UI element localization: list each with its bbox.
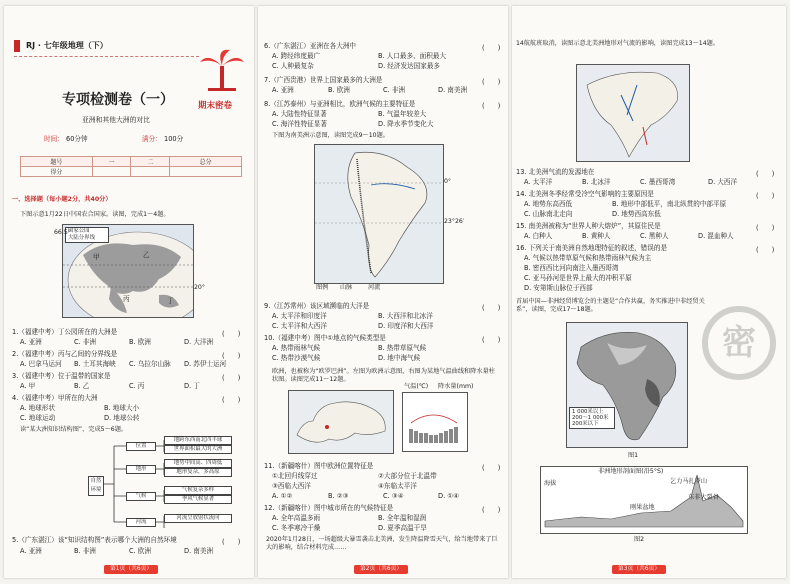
option[interactable]: A. 跨经纬度最广	[272, 52, 321, 60]
option[interactable]: D. 苏伊士运河	[184, 360, 227, 368]
series-marker	[14, 40, 20, 52]
option[interactable]: B. 非洲	[74, 547, 96, 555]
material-paragraph: 2020年1月28日，一场超级大暴雪袭击北美洲，发生降温降雪天气，给当地带来了巨大的影响，结合材料完成……	[266, 536, 498, 551]
axis-label: 气温(℃)	[404, 383, 429, 390]
answer-slot[interactable]: ( )	[482, 44, 501, 52]
score-cell[interactable]	[92, 167, 131, 177]
answer-slot[interactable]: ( )	[756, 192, 775, 200]
figure-1-label: 图1	[628, 452, 639, 459]
option[interactable]: D. 混血种人	[698, 232, 734, 240]
question-4: 4.（福建中考）甲所在的大洲	[12, 394, 98, 402]
longitude-label: 20°	[194, 284, 205, 291]
axis-label: 降水量(mm)	[438, 383, 474, 390]
legend-item: 河流	[368, 284, 381, 291]
option[interactable]: A. 全年高温多雨	[272, 514, 321, 522]
option[interactable]: C. 人种最复杂	[272, 62, 314, 70]
watermark-stamp: 密	[702, 306, 776, 380]
question-3: 3.（福建中考）位于温带的国家是	[12, 372, 111, 380]
option[interactable]: A. 白种人	[524, 232, 553, 240]
answer-slot[interactable]: ( )	[482, 506, 501, 514]
option[interactable]: D. 安第斯山脉位于西部	[524, 284, 593, 292]
answer-slot[interactable]: ( )	[756, 224, 775, 232]
answer-slot[interactable]: ( )	[482, 336, 501, 344]
page-footer: 第3页（共6页）	[612, 565, 666, 574]
option[interactable]: C. 海洋性特征显著	[272, 120, 327, 128]
option[interactable]: A. 气候以热带草原气候和热带雨林气候为主	[524, 254, 652, 262]
page-footer: 第2页（共6页）	[354, 565, 408, 574]
structure-note: 地跨东西南北四半球	[164, 436, 232, 445]
answer-slot[interactable]: ( )	[756, 170, 775, 178]
option[interactable]: D. 降水季节变化大	[378, 120, 434, 128]
europe-map	[288, 390, 394, 454]
option: ①北回归线穿过	[272, 472, 318, 480]
option[interactable]: B. 大西洋和北冰洋	[378, 312, 433, 320]
time-value: 60分钟	[66, 135, 88, 143]
option[interactable]: C. 地球运动	[20, 414, 56, 422]
option[interactable]: C. 非洲	[74, 338, 96, 346]
structure-node: 气候	[126, 492, 156, 501]
option[interactable]: C. ③④	[383, 492, 404, 500]
exam-page-3	[512, 6, 786, 578]
option[interactable]: D. 大洋洲	[184, 338, 214, 346]
score-table	[20, 156, 242, 177]
option[interactable]: A. 亚洲	[20, 547, 42, 555]
world-map	[62, 224, 194, 318]
option[interactable]: C. 非洲	[383, 86, 405, 94]
option[interactable]: D. 印度洋和大西洋	[378, 322, 434, 330]
option[interactable]: D. 地中海气候	[378, 354, 421, 362]
answer-slot[interactable]: ( )	[222, 396, 241, 404]
option[interactable]: D. 地势西高东低	[612, 210, 661, 218]
question-10: 10.（福建中考）图中①地点的气候类型是	[264, 334, 386, 342]
answer-slot[interactable]: ( )	[482, 464, 501, 472]
option[interactable]: B. 全年温和湿润	[378, 514, 427, 522]
question-7: 7.（广西贵港）世界上国家最多的大洲是	[264, 76, 383, 84]
answer-slot[interactable]: ( )	[222, 352, 241, 360]
option[interactable]: B. 热带草原气候	[378, 344, 427, 352]
option[interactable]: D. 丁	[184, 382, 200, 390]
option: ④东临太平洋	[378, 482, 417, 490]
palm-tree-icon	[200, 46, 246, 98]
legend-item: 山脉	[340, 284, 353, 291]
structure-root: 自然环境	[88, 476, 104, 496]
option[interactable]: A. 热带雨林气候	[272, 344, 321, 352]
option[interactable]: B. 密西西比河向南注入墨西哥湾	[524, 264, 619, 272]
option[interactable]: D. 夏季高温干旱	[378, 524, 427, 532]
score-cell[interactable]	[170, 167, 242, 177]
page-footer: 第1页（共6页）	[104, 565, 158, 574]
option[interactable]: C. 山脉南北走向	[524, 210, 573, 218]
question-12: 12.（新疆喀什）图中城市所在的气候特征是	[264, 504, 394, 512]
answer-slot[interactable]: ( )	[222, 538, 241, 546]
option[interactable]: D. 大西洋	[708, 178, 738, 186]
option[interactable]: D. 地球公转	[104, 414, 140, 422]
option[interactable]: B. 欧洲	[328, 86, 350, 94]
structure-note: 地势中间高、四周低	[164, 459, 232, 468]
answer-slot[interactable]: ( )	[222, 330, 241, 338]
option[interactable]: D. 经济发达国家最多	[378, 62, 441, 70]
option[interactable]: C. 丙	[129, 382, 145, 390]
south-america-map	[314, 144, 444, 284]
intro-text-5: 14航航班取消，读图示意北美洲地形对气流的影响，读图完成13～14题。	[516, 40, 720, 47]
map-label: 丁	[167, 297, 174, 305]
answer-slot[interactable]: ( )	[222, 374, 241, 382]
badge-label: 期末密卷	[198, 101, 233, 111]
figure-2-label: 图2	[634, 536, 645, 543]
north-america-map	[576, 64, 690, 162]
score-header: 总分	[170, 157, 242, 167]
option[interactable]: A. 太平洋和印度洋	[272, 312, 327, 320]
tropic-label: 23°26′	[444, 218, 465, 225]
option[interactable]: B. 地球大小	[104, 404, 140, 412]
climate-chart	[402, 392, 468, 452]
profile-label: 东非大裂谷	[688, 494, 719, 501]
structure-note: 气候复杂多样	[164, 486, 232, 495]
question-15: 15. 南美洲被称为“世界人种大熔炉”，其原住民是	[516, 222, 661, 230]
option[interactable]: B. 气温年较差大	[378, 110, 427, 118]
series-title: RJ · 七年级地理（下）	[26, 41, 108, 50]
question-14: 14. 北美洲冬季经常受冷空气影响的主要原因是	[516, 190, 654, 198]
profile-title: 非洲地形剖面图(沿5°S)	[598, 468, 664, 475]
question-9: 9.（江苏常州）该区域濒临的大洋是	[264, 302, 370, 310]
page-title: 专项检测卷（一）	[62, 92, 174, 108]
option[interactable]: A. 太平洋	[524, 178, 553, 186]
option[interactable]: B. 北冰洋	[582, 178, 611, 186]
score-row-label: 得分	[21, 167, 93, 177]
score-cell[interactable]	[131, 167, 170, 177]
section-heading: 一、选择题（每小题2分，共40分）	[12, 196, 112, 203]
option[interactable]: B. 黄种人	[582, 232, 611, 240]
score-value: 100分	[164, 135, 184, 143]
exam-page-2	[258, 6, 508, 578]
option[interactable]: A. 亚洲	[20, 338, 42, 346]
option[interactable]: D. 南美洲	[438, 86, 468, 94]
option[interactable]: C. 墨西哥湾	[640, 178, 676, 186]
time-label: 时间：	[44, 135, 64, 143]
africa-map	[566, 322, 688, 448]
score-label: 满分：	[142, 135, 162, 143]
profile-label: 刚果盆地	[630, 504, 655, 511]
map-label: 甲	[93, 253, 100, 261]
structure-note: 河流呈放射状流向	[164, 514, 232, 523]
option[interactable]: B. 乙	[74, 382, 90, 390]
question-5: 5.（广东湛江）该“知识结构图”表示哪个大洲的自然环境	[12, 536, 177, 544]
option[interactable]: B. 人口最多、面积最大	[378, 52, 447, 60]
intro-text-6: 首届中国—非洲经贸博览会的主题是“合作共赢，务实推进中非经贸关系”，读图，完成17～18题。	[516, 298, 705, 313]
map-label: 乙	[143, 251, 150, 259]
option[interactable]: D. ①④	[438, 492, 460, 500]
map-label: 丙	[123, 295, 130, 303]
question-8: 8.（江苏泰州）与亚洲相比，欧洲气候的主要特征是	[264, 100, 416, 108]
intro-text-4: 欧洲，也被称为“欧罗巴洲”。左图为欧洲示意图，右图为某地气温曲线和降水量柱状图。读图完成11～12题。	[272, 368, 495, 383]
map-legend: 国家公园 大陆分界线	[65, 227, 109, 243]
structure-node: 河流	[126, 518, 156, 527]
option[interactable]: B. 欧洲	[129, 338, 151, 346]
profile-axis-label: 海拔	[544, 480, 557, 487]
profile-label: 乞力马扎罗山	[670, 478, 708, 485]
score-header: 二	[131, 157, 170, 167]
score-header: 一	[92, 157, 131, 167]
option[interactable]: A. 亚洲	[272, 86, 294, 94]
structure-note: 地形复杂，多高原	[164, 468, 232, 477]
option[interactable]: C. 热带沙漠气候	[272, 354, 321, 362]
page-subtitle: 亚洲和其他大洲的对比	[82, 116, 150, 124]
option[interactable]: A. 地球形状	[20, 404, 55, 412]
option[interactable]: A. 地势东高西低	[524, 200, 573, 208]
answer-slot[interactable]: ( )	[756, 246, 775, 254]
question-13: 13. 北美洲气流的发源地在	[516, 168, 595, 176]
option[interactable]: D. 南美洲	[184, 547, 214, 555]
score-header: 题号	[21, 157, 93, 167]
exam-page-1	[4, 6, 254, 578]
option[interactable]: C. 黑种人	[640, 232, 669, 240]
option[interactable]: C. 亚马孙河是世界上最大的冲积平原	[524, 274, 632, 282]
latitude-label: 66.5°	[54, 229, 71, 236]
option[interactable]: C. 乌拉尔山脉	[129, 360, 171, 368]
option[interactable]: C. 欧洲	[129, 547, 151, 555]
option: ③西临大西洋	[272, 482, 311, 490]
option[interactable]: A. 巴拿马运河	[20, 360, 62, 368]
option[interactable]: C. 太平洋和大西洋	[272, 322, 327, 330]
question-11: 11.（新疆喀什）图中欧洲位置特征是	[264, 462, 374, 470]
option[interactable]: C. 冬季寒冷干燥	[272, 524, 321, 532]
header-divider	[14, 56, 199, 57]
answer-slot[interactable]: ( )	[482, 304, 501, 312]
legend-title: 图例	[316, 284, 329, 291]
structure-node: 地形	[126, 465, 156, 474]
intro-text-3: 下图为南美洲示意图，读图完成9～10题。	[272, 132, 389, 139]
intro-text: 下图示意1月22日中国农合国家。读图，完成1～4题。	[20, 211, 170, 218]
option[interactable]: B. ②③	[328, 492, 349, 500]
structure-note: 季风气候显著	[164, 495, 232, 504]
question-2: 2.（福建中考）丙与乙间的分界线是	[12, 350, 118, 358]
question-6: 6.（广东湛江）亚洲在各大洲中	[264, 42, 357, 50]
intro-text-2: 读“某大洲知识结构图”，完成5～6题。	[20, 426, 128, 433]
option: ②大部分位于北温带	[378, 472, 437, 480]
answer-slot[interactable]: ( )	[482, 102, 501, 110]
option[interactable]: A. 甲	[20, 382, 36, 390]
equator-label: 0°	[444, 178, 452, 185]
option[interactable]: A. 大陆性特征显著	[272, 110, 327, 118]
structure-node: 位置	[126, 442, 156, 451]
option[interactable]: B. 土耳其海峡	[74, 360, 116, 368]
option[interactable]: A. ①②	[272, 492, 293, 500]
africa-legend: 1 000米以上 200～1 000米 200米以下	[569, 407, 615, 429]
option[interactable]: B. 地形中部低平，南北纵贯的中部平原	[612, 200, 727, 208]
question-1: 1.（福建中考）丁公园所在的大洲是	[12, 328, 118, 336]
answer-slot[interactable]: ( )	[482, 78, 501, 86]
structure-note: 世界面积最大的大洲	[164, 445, 232, 454]
question-16: 16. 下列关于南美洲自然地理特征的叙述，错误的是	[516, 244, 668, 252]
